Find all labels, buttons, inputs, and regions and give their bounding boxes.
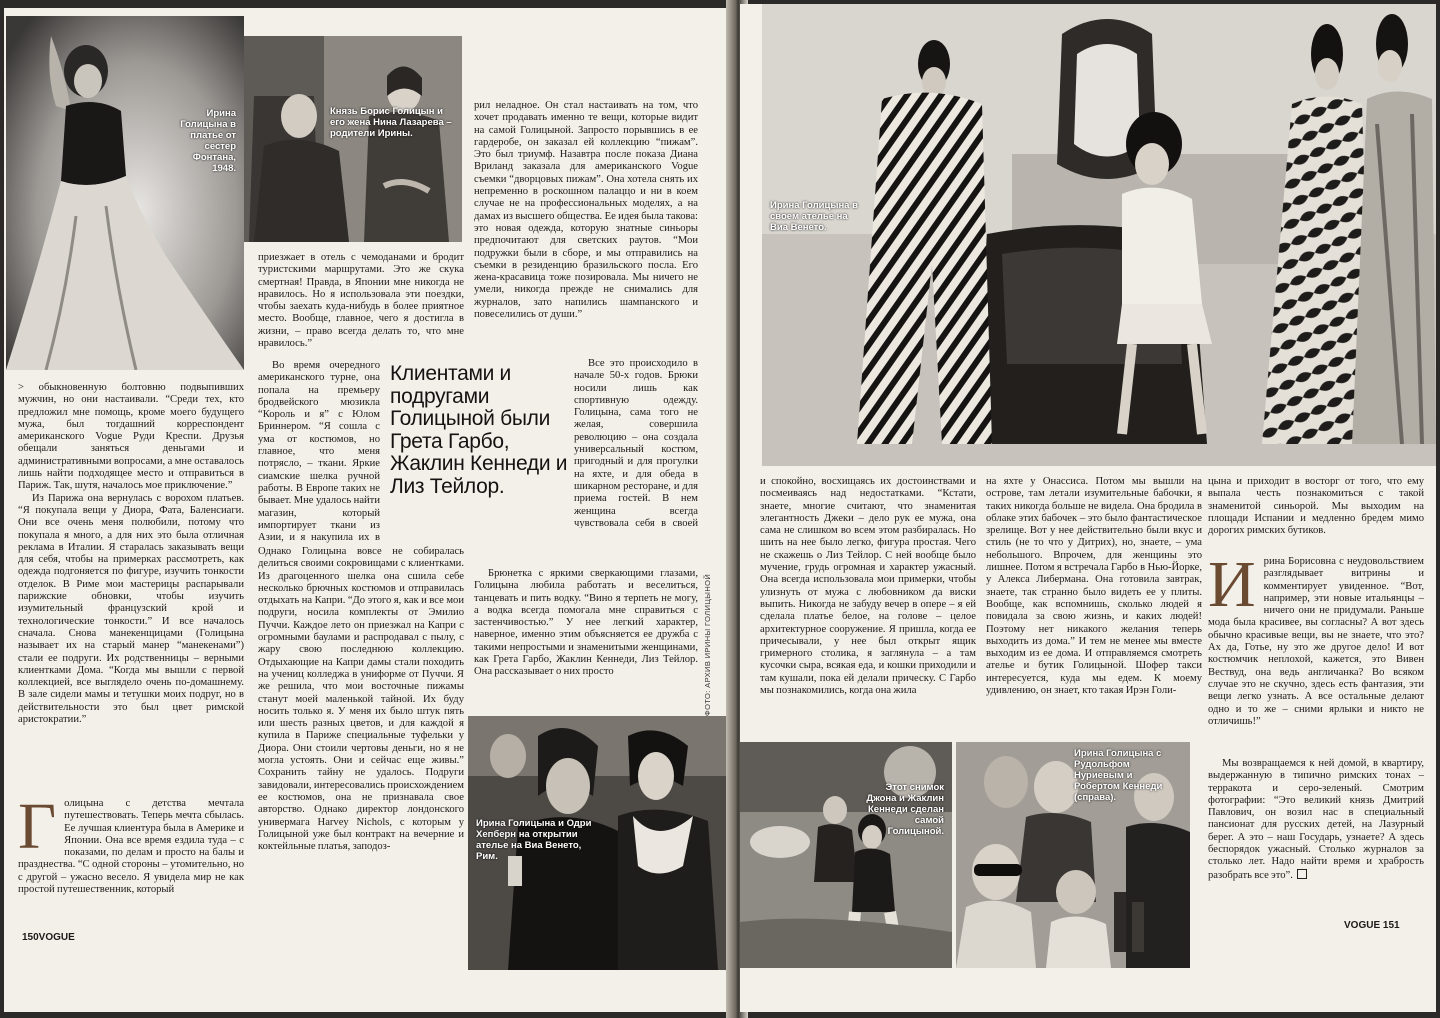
caption-nureyev: Ирина Голицына с Рудольфом Нуриевым и Робертом Кеннеди (справа). xyxy=(1074,748,1163,803)
end-mark xyxy=(1297,869,1307,879)
column-2-top xyxy=(258,252,464,360)
column-2-narrow xyxy=(258,360,380,544)
pull-quote: Клиентами и подругами Голицыной были Грета Гарбо, Жаклин Кеннеди и Лиз Тейлор. xyxy=(390,362,568,498)
right-column-3-end xyxy=(1208,758,1424,910)
caption-parents: Князь Борис Голицын и его жена Нина Лазарева – родители Ирины. xyxy=(330,106,452,139)
paragraph: Брюнетка с яркими сверкающими глазами, Голицына любила работать и веселиться, танцевать и пить водку. “Вино я терпеть не могу, а водка всегда помогала мне справиться с застенчивостью.” У нее легкий характер, наверное, именно этим объясняется ее дружба с такими непростыми и знаменитыми женщинами, как Грета Гарбо, Жаклин Кеннеди, Лиз Тейлор. Она рассказывает о них просто xyxy=(474,568,698,678)
caption-atelier: Ирина Голицына в своем ателье на Виа Венето. xyxy=(770,200,858,233)
paragraph: приезжает в отель с чемоданами и бродит туристскими маршрутами. Это же скука смертная! Правда, в Японии мне никогда не нравилось. Но я использовала эти поездки, чтобы заехать куда-нибудь в более приятное место. Вообще, главное, чего я достигла в жизни, – право всегда делать то, что мне нравилось.” xyxy=(258,252,464,350)
drop-cap: Г xyxy=(18,798,57,863)
paragraph: > обыкновенную болтовню подвыпивших мужчин, но они настаивали. “Среди тех, кто предложил мне помощь, кроме моего будущего мужа, был тогдашний корреспондент американского Vogue Руди Креспи. Друзья обещали заняться деньгами и административными вопросами, а мне оставалось лишь найти подходящее место и отправиться в Париж. Так, шутя, началось мое приключение.” xyxy=(18,382,244,492)
photo-parents xyxy=(244,36,462,242)
paragraph: рина Борисовна с неудовольствием разглядывает витрины и комментирует увиденное. “Вот, например, эти новые итальянцы – ничего они не придумали. Раньше мода была красивее, вы согласны? А вот здесь обычно красивые вещи, вы не знаете, что это? Ах да, Готье, ну это же другое дело! И вот костюмчик неплохой, кажется, это Вивен Вествуд, она ведь англичанка? Во всяком случае это не скучно, здесь есть фантазия, эти вещи легко узнать. А все остальные делают одно и то же – сними ярлыки и никто не отличишь!” xyxy=(1208,556,1424,727)
left-page xyxy=(4,8,737,1012)
column-1-top xyxy=(18,382,244,792)
page-number-left: 150VOGUE xyxy=(22,932,75,943)
paragraph: рил неладное. Он стал настаивать на том, что хочет продавать именно те вещи, которые видит на самой Голицыной. Запросто порывшись в ее гардеробе, он заказал ей коллекцию “пижам”. Это был триумф. Назавтра после показа Диана Вриланд заказала для американского Vogue съемки “дворцовых пижам”. Она хотела снять их непременно в роскошном палаццо и ни в коем случае не на профессиональных моделях, а на дамах из высшего общества. Ее идея была такова: это новая одежда, которую знатные синьоры предпочитают для светских раутов. “Мои подружки были в сборе, и мы отправились на съемки в резиденцию бразильского посла. Его жена-красавица тоже позировала. Мы ничего не умели, никогда прежде не снимались для журналов, зато напились шампанского и повеселились от души.” xyxy=(474,100,698,321)
drop-cap: И xyxy=(1208,556,1256,621)
paragraph: на яхте у Онассиса. Потом мы вышли на острове, там летали изумительные бабочки, я таких никогда больше не видела. Она бродила в облаке этих бабочек – это было фантастическое зрелище. Вот у нее действительно были вкус и стиль (не то что у Дитрих), но, знаете, – ума небольшого. Впрочем, для женщины это лишнее. Потом я встречала Гарбо в Нью-Йорке, у Алекса Либермана. Она готовила завтрак, знаете, так странно было видеть ее у плиты. Вообще, как вспомнишь, сколько людей я повидала за свою жизнь, и каких людей! Поэтому нет никакого желания теперь выходить из дома.” И тем не менее мы вместе выходим из ее дома. И отправляемся смотреть ателье и бутик Голицыной. Шофер такси интересуется, куда мы едем. К моему удивлению, он знает, кто такая Ирэн Голи- xyxy=(986,476,1202,697)
photo-fontana-gown xyxy=(6,16,244,370)
photo-nureyev xyxy=(956,742,1190,968)
paragraph: цына и приходит в восторг от того, что ему выпала честь познакомиться с такой знаменитой синьорой. Мы выходим на площади Испании и медленно бредем мимо дорогих римских бутиков. xyxy=(1208,476,1424,537)
caption-hepburn: Ирина Голицына и Одри Хепберн на открытии ателье на Виа Венето, Рим. xyxy=(476,818,592,862)
photo-hepburn xyxy=(468,716,730,970)
paragraph: Мы возвращаемся к ней домой, в квартиру, выдержанную в типично римских тонах – терракота и серо-зеленый. Смотрим фотографии: “Это великий князь Дмитрий Павлович, он возил нас в специальный пансионат для русских детей, на Лазурный берег. А это – наш Государь, узнаете? А здесь беспорядок ужасный. Столько журналов за столько лет. Надо найти время и храбрость разобрать все это”. xyxy=(1208,758,1424,881)
page-number-right: VOGUE 151 xyxy=(1344,920,1400,931)
paragraph: олицына с детства мечтала путешествовать. Теперь мечта сбылась. Ее лучшая клиентура была в Америке и Японии. Она все время ездила туда – с показами, по делам и просто на балы и празднества. “С одной стороны – утомительно, но с другой – ужасно весело. Я увидела мир не как простой путешественник, который xyxy=(18,798,244,896)
column-2-wide xyxy=(258,546,464,922)
caption-fontana: Ирина Голицына в платье от сестер Фонтана, 1948. xyxy=(180,108,236,174)
paragraph: Из Парижа она вернулась с ворохом платьев. “Я покупала вещи у Диора, Фата, Баленсиаги. Они все очень меня полюбили, потому что покупала я много, а для них это была отличная реклама в Италии. Я старалась заказывать вещи для себя, чтобы на примерках рассмотреть, как одежда подгоняется по фигуре, изучить тонкости отделок. В Риме мои мастерицы распарывали парижские обновки, чтобы изучить изумительный французский крой и технологические тонкости.” И все началось сначала. Снова манекенщицами (Голицына называет их на старый манер “манекенами”) стали ее подруги. Их родственницы – верными клиентками Дома. “Когда мы вышли с первой коллекцией, все выглядело очень по-домашнему. В зале сидели мамы и тетушки моих подруг, но в действительности это был цвет римской аристократии.” xyxy=(18,492,244,726)
column-1-dropcap xyxy=(18,798,244,926)
column-3-bottom xyxy=(474,568,698,712)
right-column-2 xyxy=(986,476,1202,740)
column-3-narrow xyxy=(574,358,698,528)
caption-kennedy: Этот снимок Джона и Жаклин Кеннеди сделан самой Голицыной. xyxy=(866,782,944,837)
right-column-3-dropcap xyxy=(1208,556,1424,756)
paragraph: Все это происходило в начале 50-х годов. Брюки носили лишь как спортивную одежду. Голицына, сама того не желая, совершила революцию – она создала универсальный костюм, пригодный и для прогулки на яхте, и для обеда в шикарном ресторане, и для приема гостей. В нем женщина всегда чувствовала себя в своей xyxy=(574,358,698,528)
right-column-3-top xyxy=(1208,476,1424,552)
photo-atelier xyxy=(762,4,1436,466)
column-3-narrow-cont xyxy=(474,524,698,564)
paragraph: и спокойно, восхищаясь их достоинствами и посмеиваясь над недостатками. “Кстати, знаете, многие считают, что знаменитая элегантность Джеки – дело рук ее мужа, она сама не слишком во всем этом разбиралась. Но шить на нее было легко, фигура простая. Чего не скажешь о Лиз Тейлор. С ней вообще было мучение, грудь огромная и характер ужасный. Она всегда использовала мои примерки, чтобы улизнуть от мужа с любовником да виски выпить. Никогда не забуду вечер в опере – я ей сделала платье белое, на голове – целое архитектурное сооружение. Я пришла, когда ее причесывали, у нее был открыт ящик гримерного столика, я заглянула – а там куcочки сыра, всякая еда, и кошки приходили и там кушали, пока ей делали прическу. С Гарбо мы познакомились, когда она жила xyxy=(760,476,976,697)
photo-kennedy xyxy=(740,742,952,968)
column-3-top xyxy=(474,100,698,356)
paragraph: Однако Голицына вовсе не собиралась делиться своими сокровищами с клиентками. Из драгоценного шелка она сшила себе несколько брючных костюмов и отправилась отдыхать на Капри. “До этого я, как и все мои подруги, носила комплекты от Эмилио Пуччи. Каждое лето он приезжал на Капри с огромными баулами и распродавал с пылу, с жару свою последнюю коллекцию. Отдыхающие на Капри дамы стали походить на учениц колледжа в униформе от Пуччи. Я же решила, что мои восточные пижамы станут моей маленькой тайной. Их буду носить только я. У меня их было штук пять или шесть разных цветов, и для каждой я купила в Париже специальные туфельки у Диора. Они стоили чертовы деньги, но я не могла устоять. Они и сейчас еще живы.” Сохранить тайну не удалось. Подруги завидовали, интересовались происхождением ее костюмов, она не признавала свое авторство. Однако директор лондонского универмага Harvey Nichols, с которым у Голицыной уже был контракт на вечерние и коктейльные платья, заподоз- xyxy=(258,546,464,853)
right-page xyxy=(740,4,1436,1012)
paragraph: Во время очередного американского турне, она попала на премьеру бродвейского мюзикла “Король и я” с Юлом Бриннером. “Я сошла с ума от костюмов, но главное, что меня потрясло, – ткани. Яркие сиамские шелка ручной работы. В Европе таких не бывает. Мне удалось найти магазин, который импортирует ткани из Азии, и я накупила их в xyxy=(258,360,380,544)
photo-credit: ФОТО: АРХИВ ИРИНЫ ГОЛИЦЫНОЙ xyxy=(703,573,712,716)
right-column-1 xyxy=(760,476,976,740)
